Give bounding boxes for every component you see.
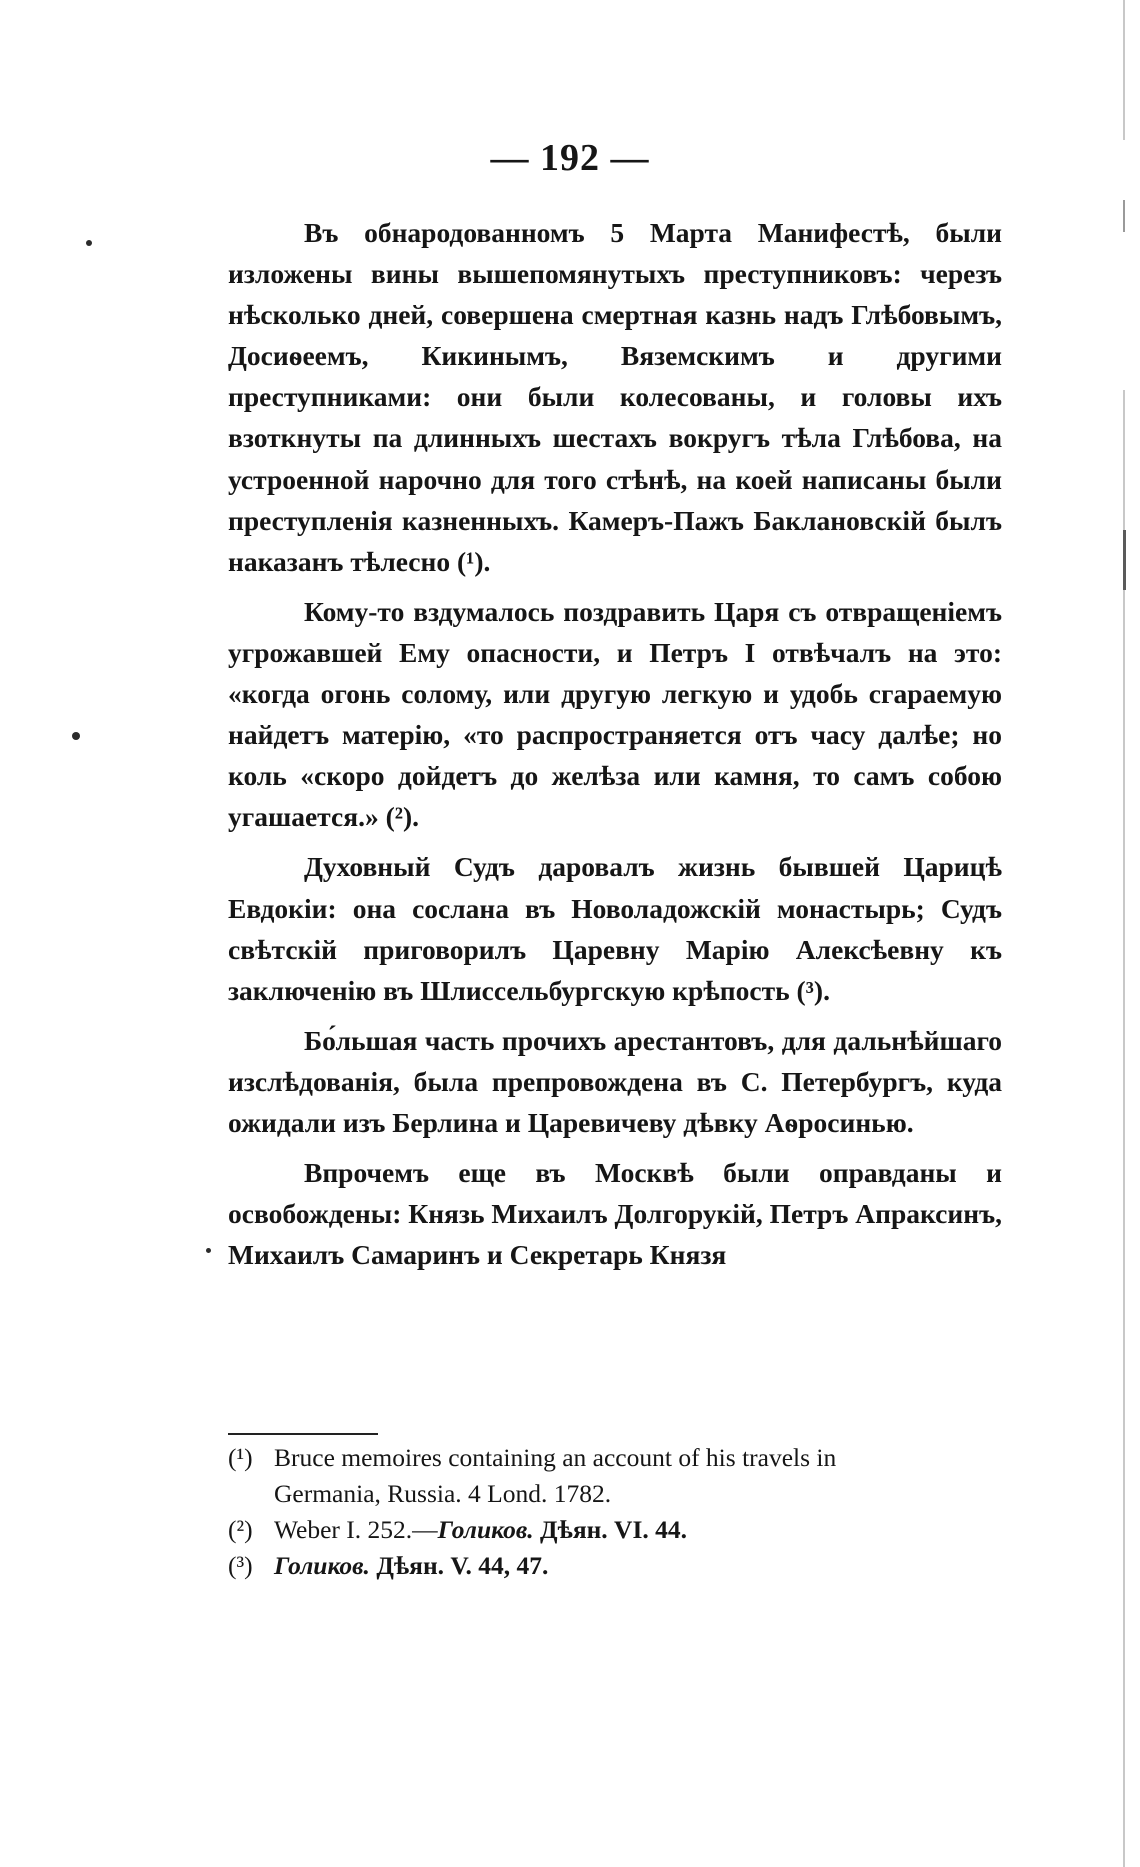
paragraph: Кому-то вздумалось поздравить Царя съ отвращеніемъ угрожавшей Ему опасности, и Петръ I отвѣчалъ на это: «когда огонь солому, или другую легкую и удобь сгараемую найдетъ матерію, «то распространяется отъ часу далѣе; но коль «скоро дойдетъ до желѣза или камня, то самъ собою угашается.» (²). bbox=[228, 595, 1002, 833]
ink-speck bbox=[72, 732, 80, 740]
page-edge-line bbox=[1123, 390, 1125, 1867]
footnote-mark: (²) bbox=[228, 1515, 253, 1544]
ink-speck bbox=[206, 1248, 211, 1253]
footnote-1 bbox=[228, 1440, 1002, 1512]
paragraph: Бо́льшая часть прочихъ арестантовъ, для дальнѣйшаго изслѣдованія, была препровождена въ С. Петербургъ, куда ожидали изъ Берлина и Царевичеву дѣвку Аѳросинью. bbox=[228, 1024, 1002, 1138]
page-edge-line bbox=[1123, 200, 1125, 232]
footnote-3 bbox=[228, 1548, 1002, 1584]
footnote-reference: Дѣян. V. 44, 47. bbox=[376, 1551, 549, 1580]
paragraph: Въ обнародованномъ 5 Марта Манифестѣ, были изложены вины вышепомянутыхъ преступниковъ: черезъ нѣсколько дней, совершена смертная казнь надъ Глѣбовымъ, Досиѳеемъ, Кикинымъ, Вяземскимъ и другими преступниками: они были колесованы, и головы ихъ взоткнуты па длинныхъ шестахъ вокругъ тѣла Глѣбова, на устроенной нарочно для того стѣнѣ, на коей написаны были преступленія казненныхъ. Камеръ-Пажъ Баклановскій былъ наказанъ тѣлесно (¹). bbox=[228, 217, 1002, 577]
footnote-author: Голиков. bbox=[274, 1551, 370, 1580]
footnotes bbox=[228, 1440, 1002, 1584]
footnote-source: Weber I. 252.— bbox=[274, 1515, 438, 1544]
main-text bbox=[228, 212, 1002, 1284]
footnote-mark: (¹) bbox=[228, 1443, 253, 1472]
footnote-divider bbox=[228, 1433, 378, 1435]
footnote-text: Bruce memoires containing an account of his travels in bbox=[274, 1443, 837, 1472]
page-edge-mark bbox=[1123, 530, 1126, 590]
footnote-mark: (³) bbox=[228, 1551, 253, 1580]
page-number: — 192 — bbox=[490, 137, 650, 179]
paragraph: Впрочемъ еще въ Москвѣ были оправданы и освобождены: Князь Михаилъ Долгорукій, Петръ Апраксинъ, Михаилъ Самаринъ и Секретарь Князя bbox=[228, 1157, 1002, 1271]
footnote-author: Голиков. bbox=[437, 1515, 534, 1544]
page-edge-line bbox=[1123, 0, 1125, 140]
ink-speck bbox=[86, 240, 92, 246]
paragraph: Духовный Судъ даровалъ жизнь бывшей Царицѣ Евдокіи: она сослана въ Новоладожскій монастырь; Судъ свѣтскій приговорилъ Царевну Марію Алексѣевну къ заключенію въ Шлиссельбургскую крѣпость (³). bbox=[228, 851, 1002, 1006]
footnote-text-continued: Germania, Russia. 4 Lond. 1782. bbox=[274, 1479, 612, 1508]
footnote-reference: Дѣян. VI. 44. bbox=[539, 1515, 688, 1544]
footnote-2 bbox=[228, 1512, 1002, 1548]
